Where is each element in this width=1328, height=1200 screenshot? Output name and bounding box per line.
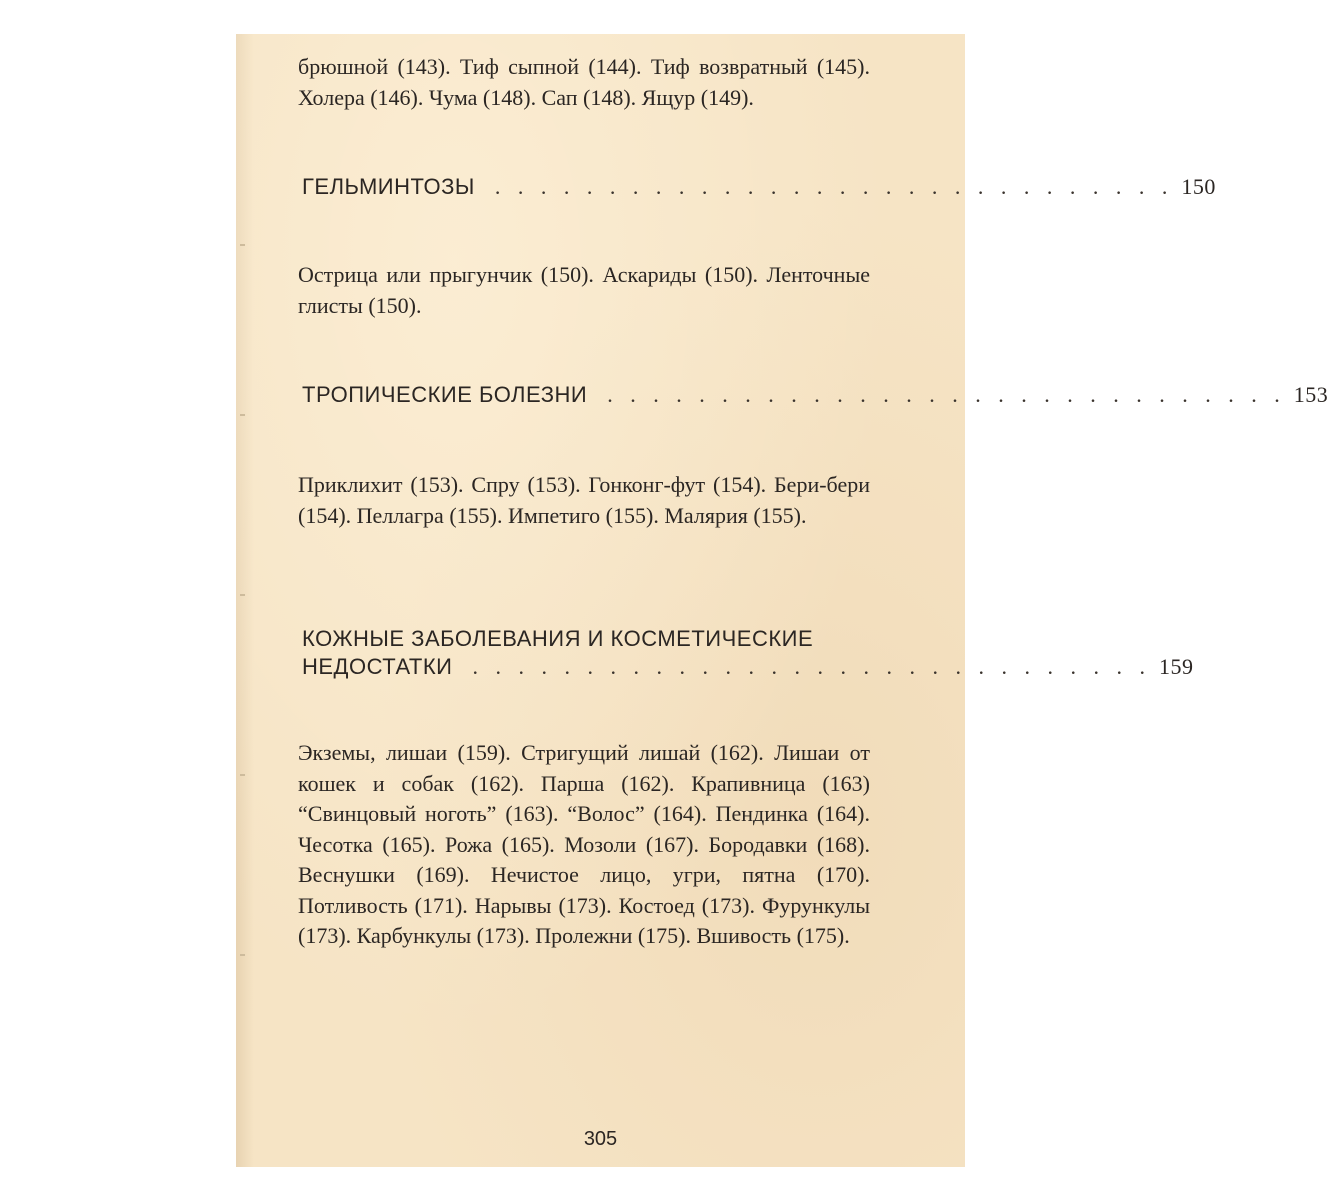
section-page-number: 150: [1181, 174, 1216, 199]
section-page-number: 153: [1293, 382, 1328, 407]
binding-mark: [240, 954, 245, 956]
section-page-number: 159: [1158, 654, 1194, 679]
section-entries-tropical-diseases: Приклихит (153). Спру (153). Гонконг-фут (154). Бери-бери (154). Пеллагра (155). Импетиго (155). Малярия (155).: [298, 472, 870, 528]
toc-entry-tropical-diseases: [302, 382, 1328, 408]
binding-mark: [240, 414, 245, 416]
page-number: 305: [583, 1128, 618, 1150]
binding-mark: [240, 594, 245, 596]
binding-mark: [240, 774, 245, 776]
dot-leader: . . . . . . . . . . . . . . . . . . . . . . . . . . . . . .: [607, 382, 1286, 407]
toc-entry-helminthoses: [302, 174, 1216, 200]
dot-leader: . . . . . . . . . . . . . . . . . . . . . . . . . . . . . .: [472, 654, 1151, 679]
section-title-line1: КОЖНЫЕ ЗАБОЛЕВАНИЯ И КОСМЕТИЧЕСКИЕ: [302, 626, 814, 651]
section-title-line2: НЕДОСТАТКИ: [302, 654, 453, 679]
section-entries-helminthoses: Острица или прыгунчик (150). Аскариды (150). Ленточные глисты (150).: [298, 262, 870, 318]
binding-mark: [240, 244, 245, 246]
section-entries-skin-diseases: Экземы, лишаи (159). Стригущий лишай (162). Лишаи от кошек и собак (162). Парша (162). Крапивница (163) “Свинцовый ноготь” (163). “Волос” (164). Пендинка (164). Чесотка (165). Рожа (165). Мозоли (167). Бородавки (168). Веснушки (169). Нечистое лицо, угри, пятна (170). Потливость (171). Нарывы (173). Костоед (173). Фурункулы (173). Карбункулы (173). Пролежни (175). Вшивость (175).: [298, 740, 870, 948]
section-title: ГЕЛЬМИНТОЗЫ: [302, 174, 475, 199]
section-title: ТРОПИЧЕСКИЕ БОЛЕЗНИ: [302, 382, 588, 407]
dot-leader: . . . . . . . . . . . . . . . . . . . . . . . . . . . . . .: [494, 174, 1174, 199]
book-page: [236, 34, 1328, 1167]
toc-entry-skin-diseases: [302, 654, 1194, 680]
intro-paragraph: брюшной (143). Тиф сыпной (144). Тиф возвратный (145). Холера (146). Чума (148). Сап (148). Ящур (149).: [298, 54, 870, 110]
